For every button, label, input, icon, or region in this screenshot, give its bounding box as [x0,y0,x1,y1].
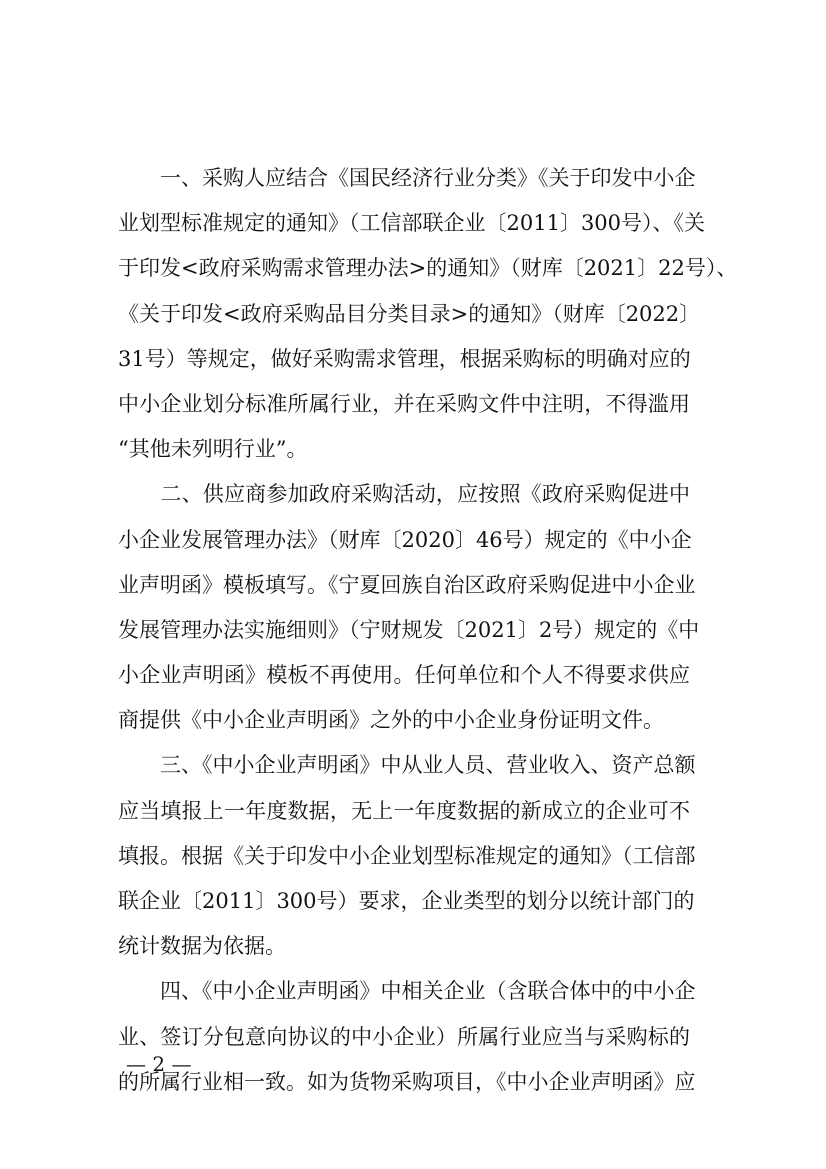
paragraph-line: “其他未列明行业”。 [118,437,308,462]
paragraph-line: 小企业声明函》模板不再使用。任何单位和个人不得要求供应 [118,663,690,688]
paragraph-line: 统计数据为依据。 [118,934,286,959]
paragraph-line: 三、《中小企业声明函》中从业人员、营业收入、资产总额 [118,753,696,778]
paragraph-line: 联企业〔2011〕300号）要求，企业类型的划分以统计部门的 [118,889,695,913]
paragraph-line: 业、签订分包意向协议的中小企业）所属行业应当与采购标的 [118,1024,690,1049]
paragraph-line: 一、采购人应结合《国民经济行业分类》《关于印发中小企 [118,166,696,190]
paragraph-line: 业声明函》模板填写。《宁夏回族自治区政府采购促进中小企业 [118,572,696,597]
paragraph-line: 于印发<政府采购需求管理办法>的通知》（财库〔2021〕22号）、 [118,256,738,281]
paragraph-line: 商提供《中小企业声明函》之外的中小企业身份证明文件。 [118,708,664,733]
paragraph-line: 的所属行业相一致。如为货物采购项目，《中小企业声明函》应 [118,1069,696,1094]
document-body [118,156,738,1105]
paragraph-line: 发展管理办法实施细则》（宁财规发〔2021〕2号）规定的《中 [118,617,700,642]
paragraph-line: 二、供应商参加政府采购活动，应按照《政府采购促进中 [118,482,690,507]
paragraph-line: 中小企业划分标准所属行业，并在采购文件中注明，不得滥用 [118,391,690,416]
paragraph-4 [118,969,696,1105]
paragraph-line: 《关于印发<政府采购品目分类目录>的通知》（财库〔2022〕 [118,301,701,326]
paragraph-1 [118,156,738,472]
paragraph-line: 业划型标准规定的通知》（工信部联企业〔2011〕300号）、《关 [118,211,706,236]
paragraph-2 [118,472,700,743]
paragraph-line: 填报。根据《关于印发中小企业划型标准规定的通知》（工信部 [118,843,696,868]
paragraph-line: 小企业发展管理办法》（财库〔2020〕46号）规定的《中小企 [118,527,692,552]
paragraph-3 [118,743,696,969]
page-number: — 2 — [126,1052,192,1076]
paragraph-line: 应当填报上一年度数据，无上一年度数据的新成立的企业可不 [118,798,690,823]
paragraph-line: 四、《中小企业声明函》中相关企业（含联合体中的中小企 [118,979,696,1004]
paragraph-line: 31号）等规定，做好采购需求管理，根据采购标的明确对应的 [118,346,691,371]
